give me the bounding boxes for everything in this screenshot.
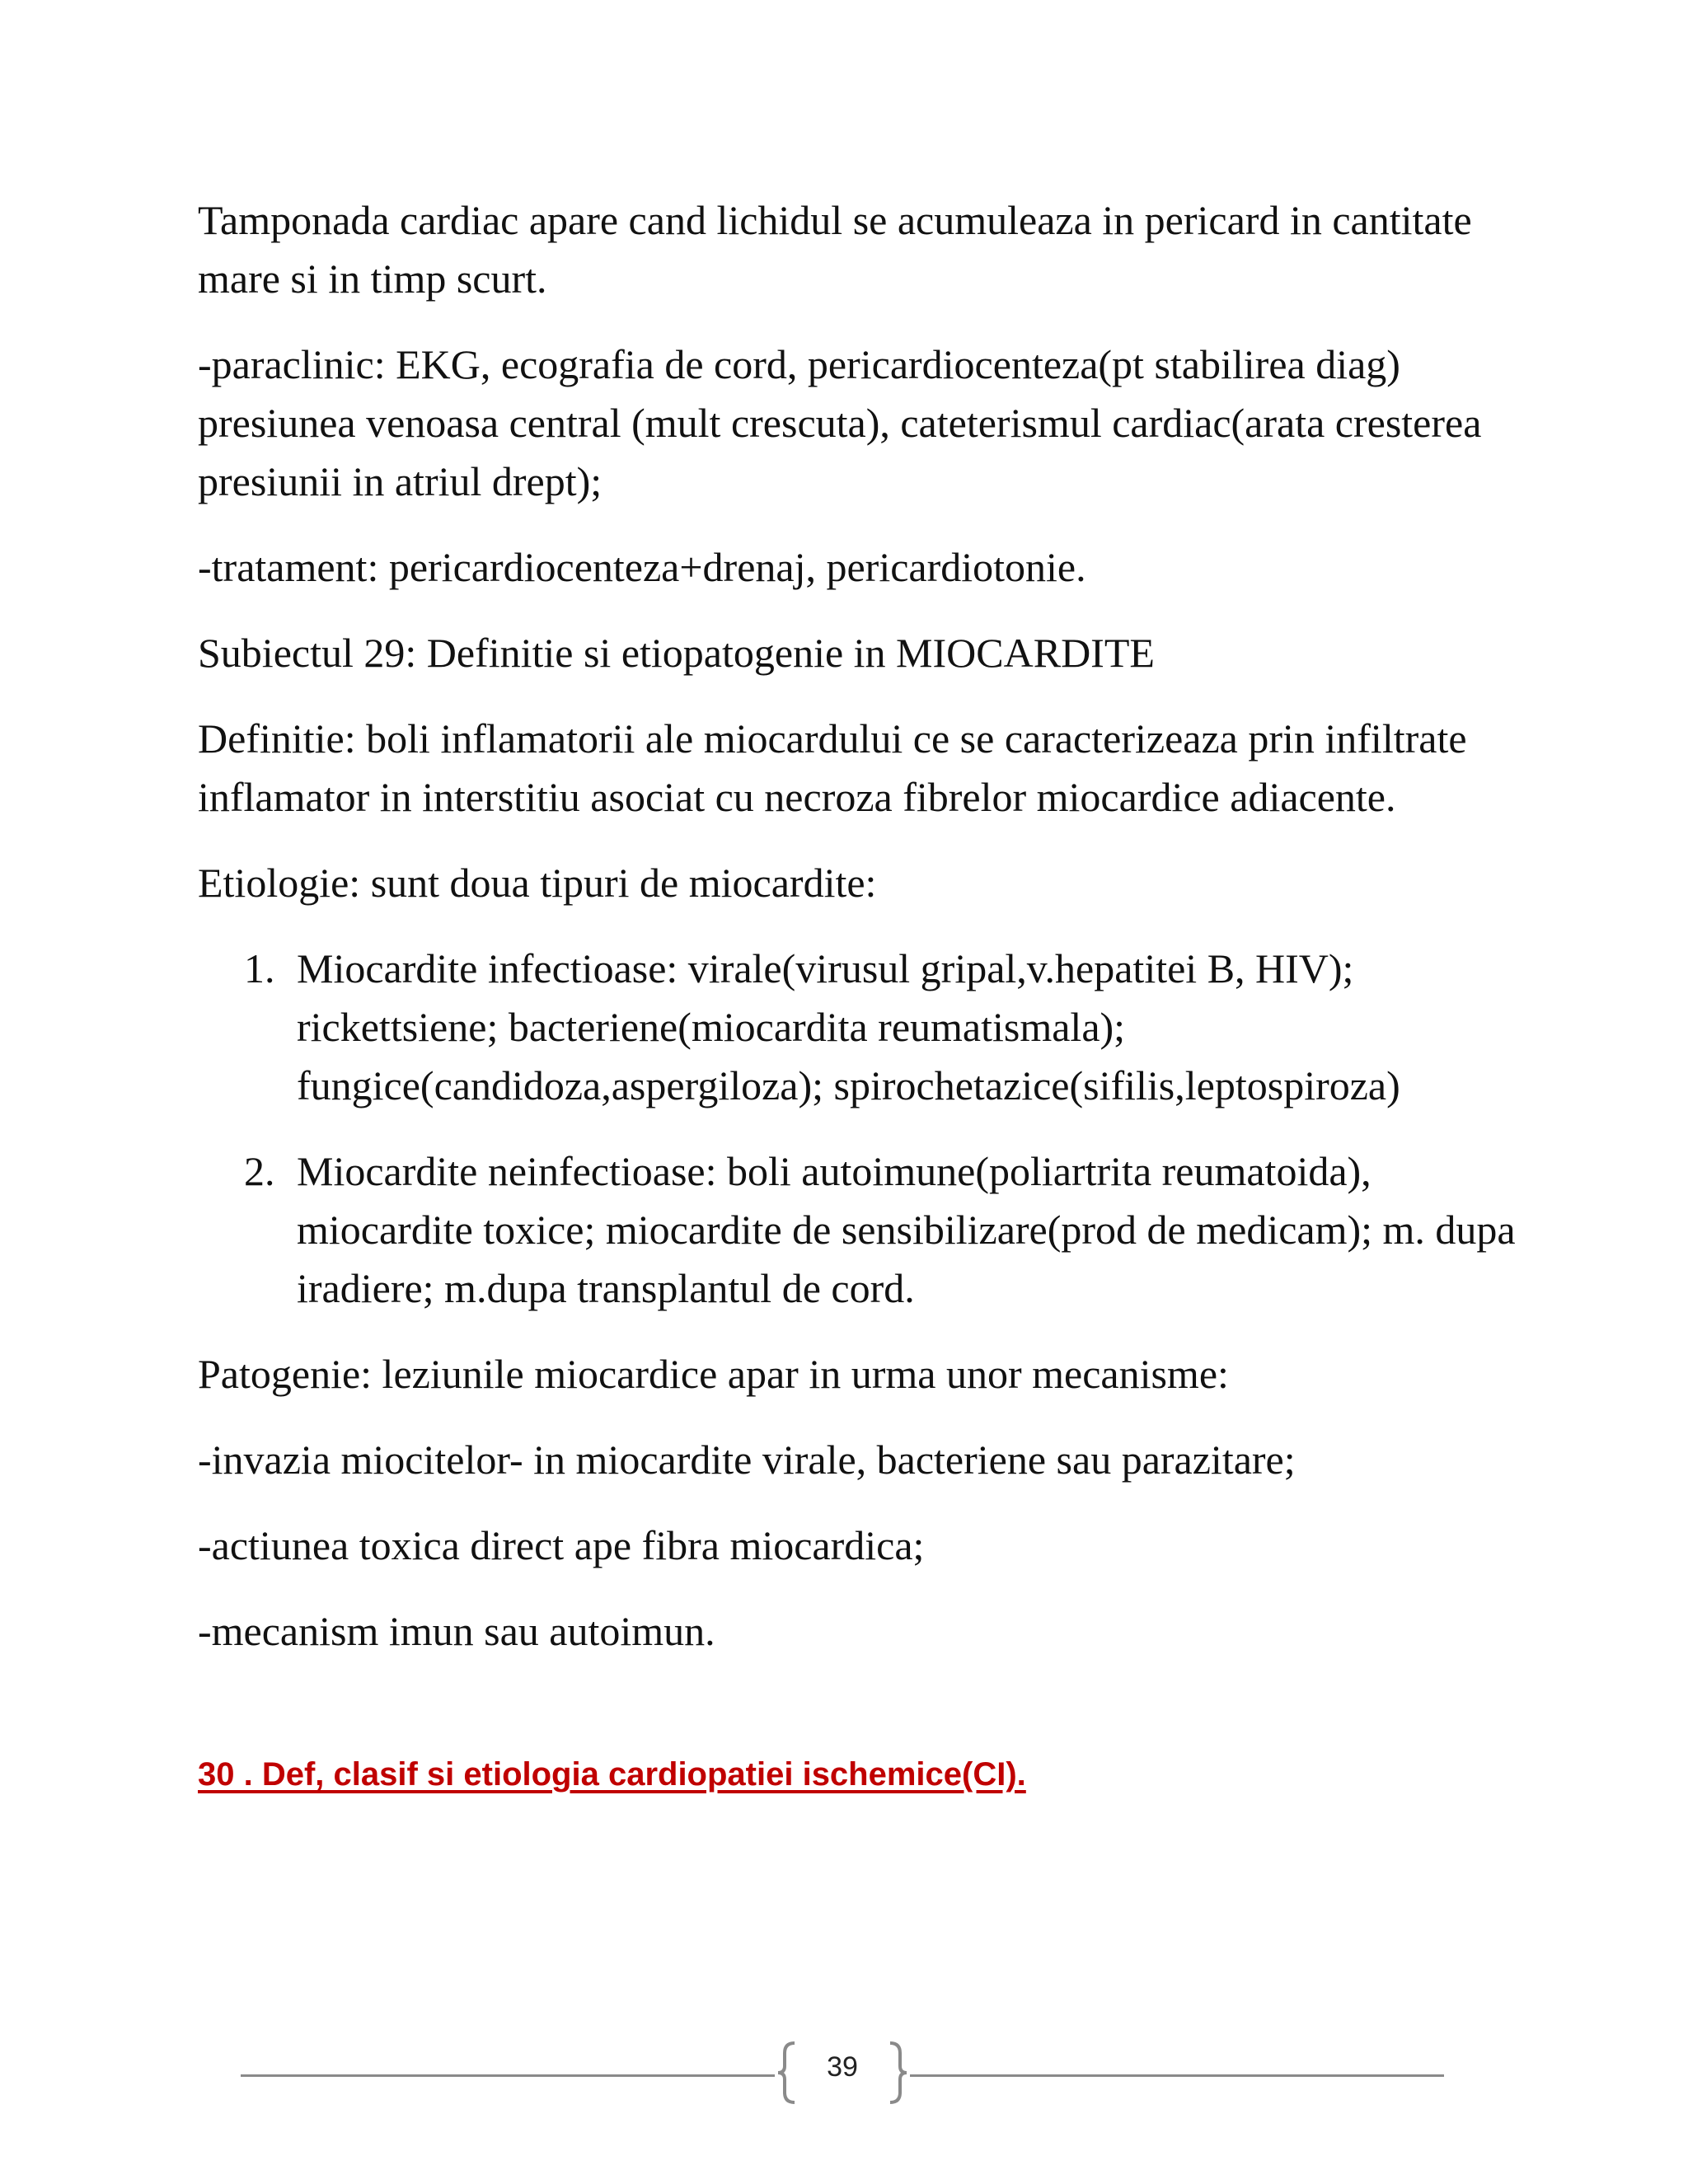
list-item [198, 1142, 1533, 1318]
list-item-text: Miocardite infectioase: virale(virusul gripal,v.hepatitei B, HIV); rickettsiene; bacteriene(miocardita reumatismala); fungice(candidoza,aspergiloza); spirochetazice(sifilis,leptospiroza) [297, 945, 1400, 1108]
paragraph-mecanism: -mecanism imun sau autoimun. [198, 1608, 715, 1654]
list-item-number: 2. [244, 1148, 275, 1194]
page-footer [241, 2040, 1444, 2114]
footer-rule-left [241, 2074, 775, 2077]
paragraph-invazia: -invazia miocitelor- in miocardite virale, bacteriene sau parazitare; [198, 1436, 1296, 1483]
list-item-number: 1. [244, 945, 275, 991]
etiology-list [198, 940, 1533, 1318]
paragraph-subiectul-29: Subiectul 29: Definitie si etiopatogenie in MIOCARDITE [198, 630, 1155, 676]
paragraph-patogenie: Patogenie: leziunile miocardice apar in urma unor mecanisme: [198, 1351, 1229, 1397]
footer-rule-right [910, 2074, 1444, 2077]
paragraph-etiologie: Etiologie: sunt doua tipuri de miocardite: [198, 860, 877, 906]
page-number: 39 [827, 2051, 858, 2083]
left-brace-icon [776, 2040, 801, 2106]
section-heading: 30 . Def, clasif si etiologia cardiopatiei ischemice(CI). [198, 1756, 1026, 1793]
paragraph-definitie: Definitie: boli inflamatorii ale miocardului ce se caracterizeaza prin infiltrate inflamator in interstitiu asociat cu necroza fibrelor miocardice adiacente. [198, 715, 1467, 820]
document-page [198, 191, 1533, 1797]
paragraph-actiunea: -actiunea toxica direct ape fibra miocardica; [198, 1522, 925, 1568]
list-item-text: Miocardite neinfectioase: boli autoimune(poliartrita reumatoida), miocardite toxice; miocardite de sensibilizare(prod de medicam); m. dupa iradiere; m.dupa transplantul de cord. [297, 1148, 1516, 1311]
right-brace-icon [884, 2040, 908, 2106]
list-item [198, 940, 1533, 1115]
paragraph-tamponada: Tamponada cardiac apare cand lichidul se acumuleaza in pericard in cantitate mare si in timp scurt. [198, 197, 1472, 302]
paragraph-paraclinic: -paraclinic: EKG, ecografia de cord, pericardiocenteza(pt stabilirea diag) presiunea venoasa central (mult crescuta), cateterismul cardiac(arata cresterea presiunii in atriul drept); [198, 341, 1482, 504]
paragraph-tratament: -tratament: pericardiocenteza+drenaj, pericardiotonie. [198, 544, 1086, 590]
